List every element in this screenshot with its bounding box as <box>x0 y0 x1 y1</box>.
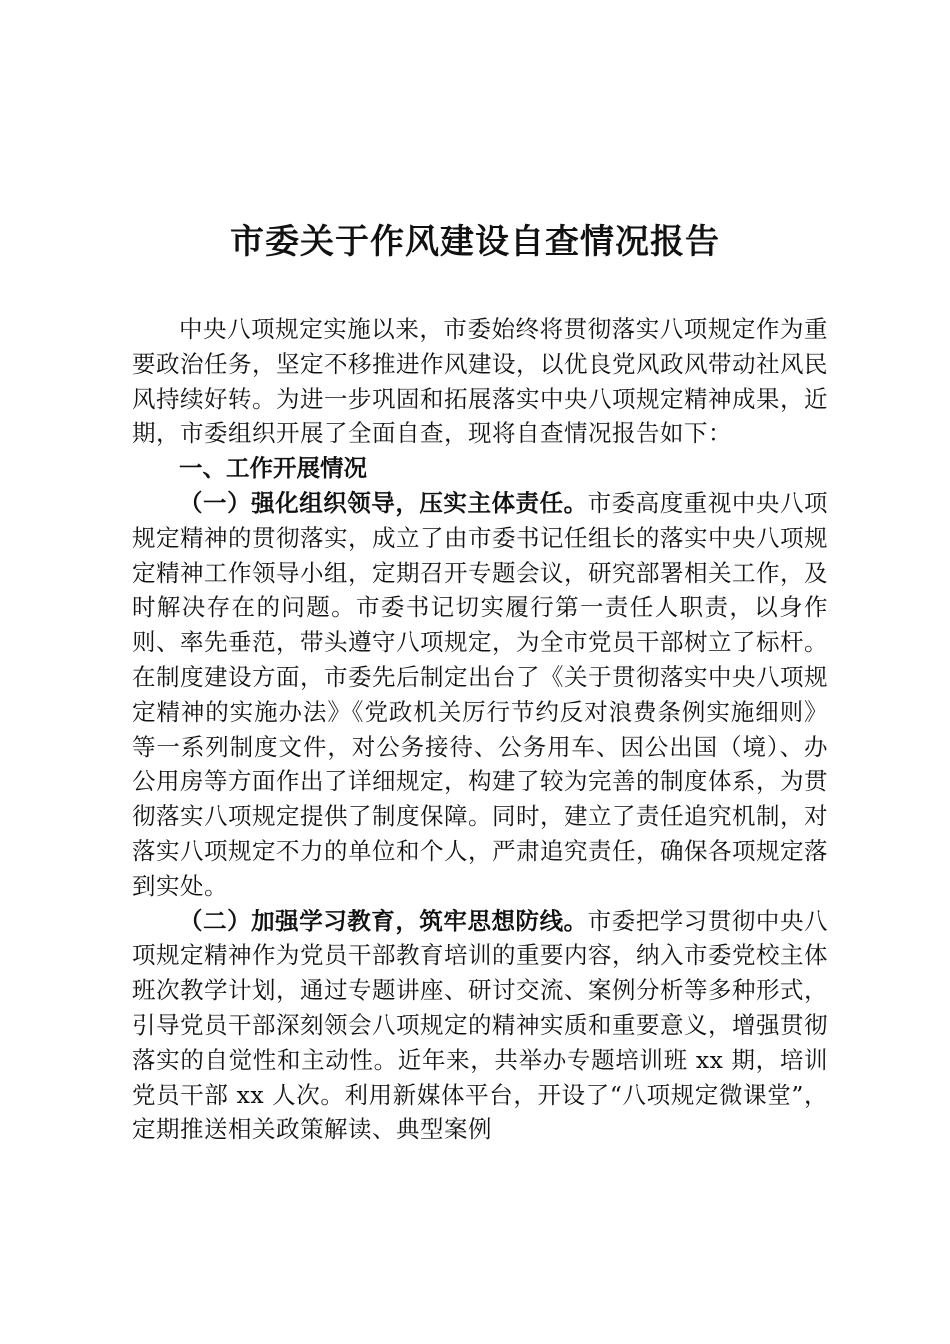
document-title: 市委关于作风建设自查情况报告 <box>230 222 720 262</box>
section-heading-1: 一、工作开展情况 <box>179 454 367 483</box>
item-paragraph-1 <box>132 486 828 904</box>
item-paragraph-2 <box>132 904 828 1148</box>
item-text-1: 市委高度重视中央八项规定精神的贯彻落实，成立了由市委书记任组长的落实中央八项规定精神工作领导小组，定期召开专题会议，研究部署相关工作，及时解决存在的问题。市委书记切实履行第一责任人职责，以身作则、率先垂范，带头遵守八项规定，为全市党员干部树立了标杆。在制度建设方面，市委先后制定出台了《关于贯彻落实中央八项规定精神的实施办法》《党政机关厉行节约反对浪费条例实施细则》等一系列制度文件，对公务接待、公务用车、因公出国（境）、办公用房等方面作出了详细规定，构建了较为完善的制度体系，为贯彻落实八项规定提供了制度保障。同时，建立了责任追究机制，对落实八项规定不力的单位和个人，严肃追究责任，确保各项规定落到实处。 <box>132 488 829 900</box>
item-text-2: 市委把学习贯彻中央八项规定精神作为党员干部教育培训的重要内容，纳入市委党校主体班次教学计划，通过专题讲座、研讨交流、案例分析等多种形式，引导党员干部深刻领会八项规定的精神实质和重要意义，增强贯彻落实的自觉性和主动性。近年来，共举办专题培训班 xx 期，培训党员干部 xx 人次。利用新媒体平台，开设了“八项规定微课堂”，定期推送相关政策解读、典型案例 <box>132 906 829 1144</box>
item-lead-2: （二）加强学习教育，筑牢思想防线。 <box>179 906 588 935</box>
document-body <box>132 312 828 1147</box>
item-lead-1: （一）强化组织领导，压实主体责任。 <box>179 488 588 517</box>
intro-paragraph: 中央八项规定实施以来，市委始终将贯彻落实八项规定作为重要政治任务，坚定不移推进作风建设，以优良党风政风带动社风民风持续好转。为进一步巩固和拓展落实中央八项规定精神成果，近期，市委组织开展了全面自查，现将自查情况报告如下： <box>132 315 828 448</box>
